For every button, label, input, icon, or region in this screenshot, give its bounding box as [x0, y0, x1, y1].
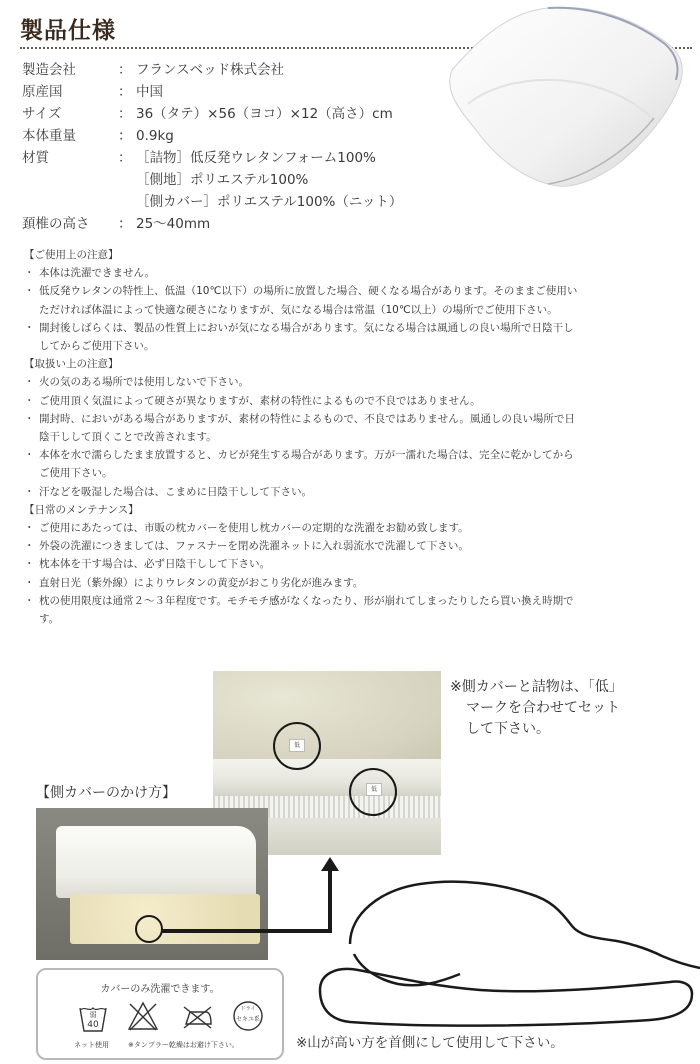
page-title: 製品仕様: [20, 18, 116, 44]
highlight-circle-icon: [349, 768, 397, 816]
low-tag-mark: 低: [289, 739, 305, 752]
cover-section-title: 【側カバーのかけ方】: [36, 785, 176, 801]
spec-row-material: [22, 146, 376, 166]
low-tag-mark: 低: [366, 783, 382, 796]
note-item: ・ 枕本体を干す場合は、必ず日陰干しして下さい。: [24, 555, 584, 573]
spec-separator: ：: [118, 216, 132, 232]
spec-row-origin: [22, 80, 163, 100]
washing-instructions: [36, 968, 284, 1060]
note-item: ・ 開封時、においがある場合がありますが、素材の特性によるもので、不良ではありません。風通しの良い場所で日陰干しして頂くことで改善されます。: [24, 410, 584, 446]
note-item: ・ 直射日光（紫外線）によりウレタンの黄変がおこり劣化が進みます。: [24, 574, 584, 592]
notes-heading-usage: 【ご使用上の注意】: [24, 249, 119, 261]
pillow-product-image: [418, 0, 700, 200]
note-item: ・ ご使用頂く気温によって硬さが異なりますが、素材の特性によるもので不良ではありません。: [24, 392, 584, 410]
dry-clean-label-bottom: セキユ系: [235, 1016, 260, 1023]
spec-key: 本体重量: [22, 128, 76, 144]
spec-row-manufacturer: [22, 58, 284, 78]
head-on-pillow-illustration: [310, 870, 700, 1030]
no-bleach-icon: [126, 1000, 160, 1032]
care-notes: [24, 246, 584, 628]
spec-row-weight: [22, 124, 174, 144]
wash-caption-tumble: ※タンブラー乾燥はお避け下さい。: [128, 1041, 239, 1049]
no-iron-icon: [180, 1004, 214, 1030]
note-item: ・ 低反発ウレタンの特性上、低温（10℃以下）の場所に放置した場合、硬くなる場合があります。そのままご使用いただければ体温によって快適な硬さになりますが、気になる場合は常温（10℃以上）の場所でご使用下さい。: [24, 282, 584, 318]
wash-tub-label-top: 弱: [89, 1011, 97, 1019]
dry-clean-label-top: ドライ: [240, 1006, 256, 1012]
callout-line: ※側カバーと詰物は、「低」: [450, 679, 623, 695]
spec-row-material-cover: [22, 190, 402, 210]
spec-value: 中国: [136, 84, 163, 100]
spec-separator: ：: [118, 106, 132, 122]
spec-key: 製造会社: [22, 62, 76, 78]
spec-separator: ：: [118, 150, 132, 166]
callout-line: マークを合わせてセット: [466, 700, 620, 716]
spec-row-neck-height: [22, 212, 210, 232]
arrow-icon: [120, 855, 340, 945]
spec-separator: ：: [118, 128, 132, 144]
spec-value: ［側カバー］ポリエステル100%（ニット）: [136, 194, 403, 210]
spec-value: フランスベッド株式会社: [136, 62, 285, 78]
spec-value: 0.9kg: [136, 128, 174, 144]
notes-heading-handling: 【取扱い上の注意】: [24, 358, 119, 371]
note-item: ・ 本体は洗濯できません。: [24, 264, 584, 282]
spec-row-size: [22, 102, 393, 122]
note-item: ・ 本体を水で濡らしたまま放置すると、カビが発生する場合があります。万が一濡れた場合は、完全に乾かしてからご使用下さい。: [24, 446, 584, 482]
spec-value: ［詰物］低反発ウレタンフォーム100%: [136, 150, 376, 166]
callout-line: して下さい。: [466, 721, 550, 737]
note-item: ・ 外袋の洗濯につきましては、ファスナーを閉め洗濯ネットに入れ弱流水で洗濯して下さい。: [24, 537, 584, 555]
washing-title: カバーのみ洗濯できます。: [100, 984, 220, 995]
spec-value: ［側地］ポリエステル100%: [136, 172, 309, 188]
bottom-note: ※山が高い方を首側にして使用して下さい。: [296, 1035, 564, 1051]
spec-key: 原産国: [22, 84, 63, 100]
spec-separator: ：: [118, 62, 132, 78]
note-item: ・ 汗などを吸湿した場合は、こまめに日陰干しして下さい。: [24, 483, 584, 501]
spec-key: 材質: [22, 150, 49, 166]
note-item: ・ 火の気のある場所では使用しないで下さい。: [24, 373, 584, 391]
wash-caption-net: ネット使用: [74, 1041, 109, 1049]
spec-row-material-shell: [22, 168, 308, 188]
note-item: ・ 開封後しばらくは、製品の性質上においが気になる場合があります。気になる場合は風通しの良い場所で日陰干ししてからご使用下さい。: [24, 319, 584, 355]
note-item: ・ 枕の使用限度は通常２～３年程度です。モチモチ感がなくなったり、形が崩れてしまったりしたら買い換え時期です。: [24, 592, 584, 628]
spec-value: 36（タテ）×56（ヨコ）×12（高さ）cm: [136, 106, 393, 122]
note-item: ・ ご使用にあたっては、市販の枕カバーを使用し枕カバーの定期的な洗濯をお勧め致します。: [24, 519, 584, 537]
spec-value: 25～40mm: [136, 216, 211, 232]
spec-key: サイズ: [22, 106, 62, 122]
wash-tub-temp: 40: [87, 1020, 99, 1030]
spec-separator: ：: [118, 84, 132, 100]
spec-key: 頚椎の高さ: [22, 216, 90, 232]
highlight-circle-icon: [273, 722, 321, 770]
notes-heading-maintenance: 【日常のメンテナンス】: [24, 503, 139, 516]
